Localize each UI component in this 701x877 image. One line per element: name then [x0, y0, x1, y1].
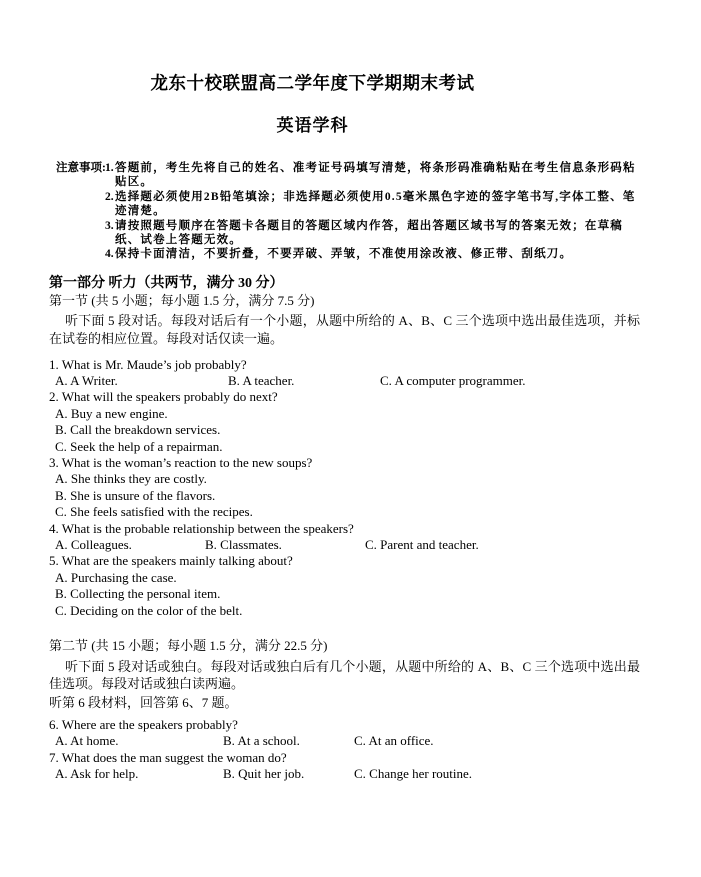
- question-text: What is Mr. Maude’s job probably?: [61, 356, 247, 372]
- option-c: C. Deciding on the color of the belt.: [55, 602, 243, 618]
- notice-items: [105, 161, 640, 262]
- notice-item-number: 2.: [105, 190, 114, 203]
- option-c: C. Parent and teacher.: [365, 537, 479, 552]
- notice-item: [105, 219, 640, 248]
- exam-title: 龙东十校联盟高二学年度下学期期末考试: [150, 73, 475, 93]
- notice-item: [105, 161, 640, 190]
- option-b: B. Quit her job.: [223, 765, 305, 781]
- option-a: A. Ask for help.: [55, 765, 139, 781]
- question-number: 1.: [49, 356, 59, 372]
- question-4-options: [49, 537, 640, 553]
- question-text: What is the probable relationship between the speakers?: [61, 520, 354, 536]
- question-number: 5.: [49, 553, 59, 569]
- question-3: [49, 455, 640, 521]
- option-c: C. A computer programmer.: [380, 372, 526, 388]
- question-1-options: [49, 373, 640, 389]
- notice-item: [105, 190, 640, 219]
- question-number: 3.: [49, 454, 59, 470]
- notice-item-text: 请按照题号顺序在答题卡各题目的答题区域内作答，超出答题区域书写的答案无效；在草稿纸、试卷上答题无效。: [115, 219, 623, 247]
- notice-item-number: 4.: [105, 248, 114, 261]
- notice-item: [105, 247, 640, 261]
- option-c: C. She feels satisfied with the recipes.: [55, 504, 253, 520]
- question-6: [49, 717, 640, 750]
- question-2: [49, 389, 640, 455]
- option-b: B. She is unsure of the flavors.: [55, 487, 216, 503]
- question-7: [49, 750, 640, 783]
- option-b: B. Call the breakdown services.: [55, 422, 221, 438]
- notice-item-text: 保持卡面清洁，不要折叠，不要弄破、弄皱，不准使用涂改液、修正带、刮纸刀。: [115, 248, 573, 261]
- notice-item-number: 1.: [105, 162, 114, 174]
- option-b: B. Collecting the personal item.: [55, 586, 221, 602]
- material-6-note: 听第 6 段材料，回答第 6、7 题。: [49, 694, 238, 710]
- option-a: A. Buy a new engine.: [55, 405, 168, 421]
- question-number: 6.: [49, 716, 59, 732]
- section2-title: 第二节 (共 15 小题；每小题 1.5 分，满分 22.5 分): [49, 638, 328, 654]
- question-5: [49, 553, 640, 619]
- option-a: A. A Writer.: [55, 372, 118, 388]
- option-a: A. Colleagues.: [55, 537, 132, 552]
- option-b: B. Classmates.: [205, 537, 282, 552]
- option-b: B. A teacher.: [228, 372, 295, 388]
- notice-block: [56, 161, 640, 262]
- question-text: What is the woman’s reaction to the new soups?: [61, 454, 313, 470]
- question-7-options: [49, 766, 640, 782]
- question-number: 7.: [49, 749, 59, 765]
- option-c: C. Change her routine.: [354, 765, 473, 781]
- exam-subject: 英语学科: [276, 116, 349, 135]
- question-number: 2.: [49, 389, 59, 405]
- section2-instructions: 听下面 5 段对话或独白。每段对话或独白后有几个小题，从题中所给的 A、B、C 三个选项中选出最佳选项。每段对话或独白读两遍。: [49, 658, 640, 692]
- notice-label: 注意事项:: [56, 162, 106, 174]
- part1-heading: 第一部分 听力（共两节，满分 30 分）: [49, 275, 284, 291]
- option-a: A. At home.: [55, 733, 119, 749]
- question-text: What will the speakers probably do next?: [61, 389, 278, 405]
- question-4: [49, 521, 640, 554]
- question-number: 4.: [49, 520, 59, 536]
- notice-item-text: 答题前，考生先将自己的姓名、准考证号码填写清楚，将条形码准确粘贴在考生信息条形码粘贴区。: [115, 162, 636, 189]
- notice-item-number: 3.: [105, 219, 114, 232]
- option-c: C. Seek the help of a repairman.: [55, 438, 223, 454]
- question-text: Where are the speakers probably?: [61, 716, 238, 732]
- section1-title: 第一节 (共 5 小题；每小题 1.5 分，满分 7.5 分): [49, 292, 315, 308]
- option-c: C. At an office.: [354, 733, 434, 749]
- section2-questions: [49, 717, 640, 783]
- question-6-options: [49, 733, 640, 749]
- section1-instructions: 听下面 5 段对话。每段对话后有一个小题，从题中所给的 A、B、C 三个选项中选出最佳选项，并标在试卷的相应位置。每段对话仅读一遍。: [49, 313, 640, 346]
- option-a: A. Purchasing the case.: [55, 569, 177, 585]
- notice-item-text: 选择题必须使用2B铅笔填涂；非选择题必须使用0.5毫米黑色字迹的签字笔书写,字体工整、笔迹清楚。: [115, 190, 636, 218]
- option-a: A. She thinks they are costly.: [55, 471, 207, 487]
- question-text: What does the man suggest the woman do?: [61, 749, 287, 765]
- section1-questions: [49, 357, 640, 620]
- option-b: B. At a school.: [223, 733, 300, 749]
- question-text: What are the speakers mainly talking about?: [61, 553, 293, 569]
- question-1: [49, 357, 640, 390]
